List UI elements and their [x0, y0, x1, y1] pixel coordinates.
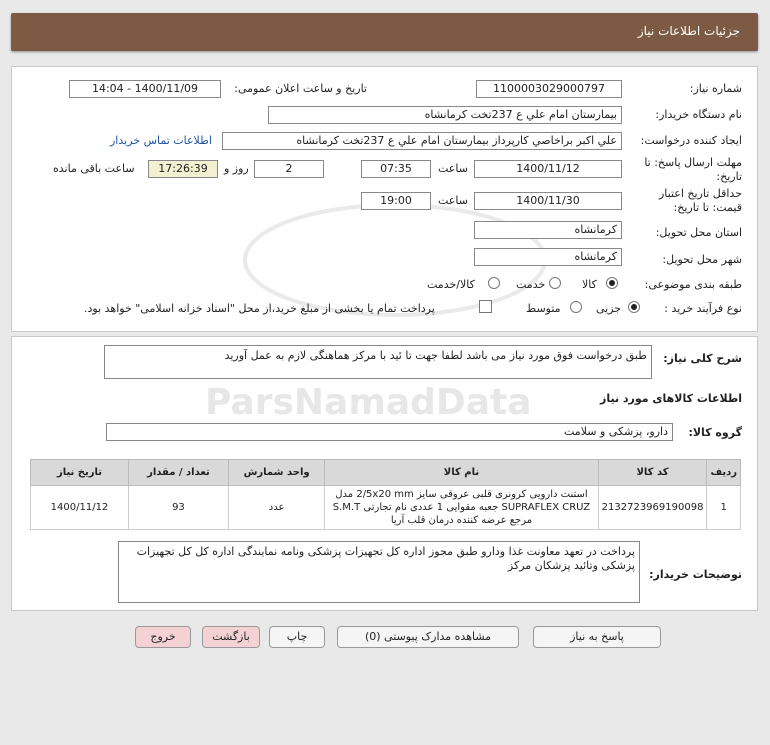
goods-group-label: گروه کالا: — [688, 426, 742, 439]
deadline-label-date: تاریخ: — [716, 170, 742, 183]
remaining-label: ساعت باقی مانده — [53, 162, 135, 175]
col-unit: واحد شمارش — [228, 460, 324, 486]
buyer-notes-box: پرداخت در تعهد معاونت غذا ودارو طبق مجوز اداره کل تجهیزات پزشکی ونامه نمایندگی اداره کل کل تجهیزات پزشکی وتائید پزشکان مرکز — [118, 541, 640, 603]
treasury-payment-checkbox[interactable] — [479, 300, 492, 313]
category-option-both: کالا/خدمت — [427, 278, 475, 291]
cell-name-line-1: استنت دارویی کرونری قلبی عروقی سایز 2/5x20 mm مدل — [335, 489, 588, 500]
cell-qty: 93 — [128, 486, 228, 530]
purchase-radio-minor[interactable] — [628, 301, 640, 313]
goods-group-field: دارو، پزشکی و سلامت — [106, 423, 673, 441]
days-field: 2 — [254, 160, 324, 178]
treasury-payment-note: پرداخت تمام یا بخشی از مبلغ خرید،از محل "اسناد خزانه اسلامی" خواهد بود. — [84, 302, 435, 315]
cell-row: 1 — [707, 486, 741, 530]
creator-field: علي اکبر براخاصي کارپرداز بیمارستان امام علي ع 237تخت کرمانشاه — [222, 132, 622, 150]
page-header — [11, 13, 758, 51]
col-code: کد کالا — [598, 460, 707, 486]
purchase-option-minor: جزیی — [596, 302, 622, 315]
cell-name-line-2: SUPRAFLEX CRUZ جعبه مقوایی 1 عددی نام تجارتی S.M.T — [332, 502, 591, 513]
description-label: شرح کلی نیاز: — [663, 352, 742, 365]
cell-unit: عدد — [228, 486, 324, 530]
col-name: نام کالا — [325, 460, 598, 486]
validity-label: حداقل تاریخ اعتبار — [658, 187, 742, 200]
cell-name — [325, 486, 598, 530]
category-radio-both[interactable] — [488, 277, 500, 289]
category-radio-service[interactable] — [549, 277, 561, 289]
cell-code: 2132723969190098 — [598, 486, 707, 530]
attachments-button[interactable]: مشاهده مدارک پیوستی (0) — [337, 626, 519, 648]
col-row: ردیف — [707, 460, 741, 486]
purchase-radio-medium[interactable] — [570, 301, 582, 313]
purchase-type-label: نوع فرآیند خرید : — [664, 302, 742, 315]
reply-button[interactable]: پاسخ به نیاز — [533, 626, 661, 648]
province-field: کرمانشاه — [474, 221, 622, 239]
announce-field: 1400/11/09 - 14:04 — [69, 80, 221, 98]
col-qty: تعداد / مقدار — [128, 460, 228, 486]
print-button[interactable]: چاپ — [269, 626, 325, 648]
validity-label-date: قیمت: تا تاریخ: — [673, 201, 742, 214]
purchase-option-medium: متوسط — [526, 302, 561, 315]
col-date: تاریخ نیاز — [31, 460, 129, 486]
remaining-time-field: 17:26:39 — [148, 160, 218, 178]
city-label: شهر محل تحویل: — [662, 253, 742, 266]
contact-info-link[interactable]: اطلاعات تماس خریدار — [110, 134, 212, 147]
announce-label: تاریخ و ساعت اعلان عمومی: — [234, 82, 367, 95]
category-label: طبقه بندی موضوعی: — [644, 278, 742, 291]
deadline-label: مهلت ارسال پاسخ: تا — [644, 156, 742, 169]
deadline-hour-label: ساعت — [438, 162, 468, 175]
exit-button[interactable]: خروج — [135, 626, 191, 648]
validity-hour-label: ساعت — [438, 194, 468, 207]
buyer-org-label: نام دستگاه خریدار: — [655, 108, 742, 121]
cell-date: 1400/11/12 — [31, 486, 129, 530]
watermark-text: ParsNamadData — [205, 382, 532, 423]
cell-name-line-3: مرجع عرضه کننده درمان قلب آریا — [390, 515, 533, 526]
need-number-field: 1100003029000797 — [476, 80, 622, 98]
description-box: طبق درخواست فوق مورد نیاز می باشد لطفا جهت تا ئید با مرکز هماهنگی لازم به عمل آورید — [104, 345, 652, 379]
validity-date-field: 1400/11/30 — [474, 192, 622, 210]
province-label: استان محل تحویل: — [655, 226, 742, 239]
buyer-notes-label: توضیحات خریدار: — [649, 568, 742, 581]
table-row — [31, 486, 741, 530]
creator-label: ایجاد کننده درخواست: — [640, 134, 742, 147]
category-option-goods: کالا — [582, 278, 597, 291]
category-option-service: خدمت — [516, 278, 546, 291]
deadline-time-field: 07:35 — [361, 160, 431, 178]
deadline-date-field: 1400/11/12 — [474, 160, 622, 178]
table-header-row — [31, 460, 741, 486]
days-label: روز و — [224, 162, 249, 175]
goods-section-title: اطلاعات کالاهای مورد نیاز — [600, 392, 742, 405]
city-field: کرمانشاه — [474, 248, 622, 266]
buyer-org-field: بیمارستان امام علي ع 237تخت کرمانشاه — [268, 106, 622, 124]
validity-time-field: 19:00 — [361, 192, 431, 210]
goods-table — [30, 459, 741, 530]
watermark-logo — [230, 190, 560, 344]
category-radio-goods[interactable] — [606, 277, 618, 289]
back-button[interactable]: بازگشت — [202, 626, 260, 648]
page-title: جزئیات اطلاعات نیاز — [637, 24, 740, 38]
need-number-label: شماره نیاز: — [689, 82, 742, 95]
